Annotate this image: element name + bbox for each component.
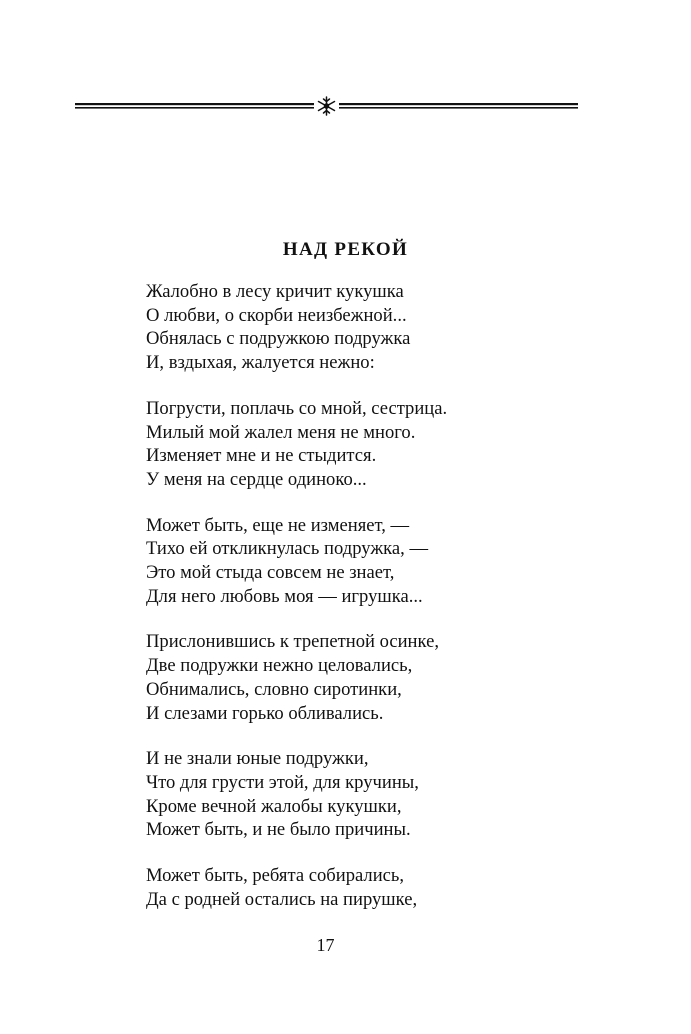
poem-line: Обнимались, словно сиротинки, <box>146 678 402 700</box>
page-number: 17 <box>316 935 335 955</box>
stanza <box>146 280 626 375</box>
stanza <box>146 514 626 609</box>
stanza <box>146 747 626 842</box>
poem-line: Жалобно в лесу кричит кукушка <box>146 281 404 302</box>
snowflake-ornament-icon <box>319 97 335 115</box>
poem-line: Что для грусти этой, для кручины, <box>146 771 419 793</box>
poem-line: Прислонившись к трепетной осинке, <box>146 631 439 653</box>
poem-line: Милый мой жалел меня не много. <box>146 421 416 443</box>
poem-line: О любви, о скорби неизбежной... <box>146 304 407 326</box>
poem-line: Может быть, и не было причины. <box>146 819 411 841</box>
double-rule-right <box>339 103 578 109</box>
stanza <box>146 630 626 725</box>
poem-line: Для него любовь моя — игрушка... <box>146 585 423 607</box>
poem-line: Кроме вечной жалобы кукушки, <box>146 795 402 817</box>
poem-line: И, вздыхая, жалуется нежно: <box>146 352 375 374</box>
poem-body <box>146 280 626 933</box>
poem-line: Да с родней остались на пирушке, <box>146 888 418 910</box>
double-rule-left <box>75 103 314 109</box>
poem-line: И не знали юные подружки, <box>146 748 369 770</box>
poem-line: Погрусти, поплачь со мной, сестрица. <box>146 397 448 419</box>
poem-line: Изменяет мне и не стыдится. <box>146 445 377 467</box>
poem-line: Обнялась с подружкою подружка <box>146 328 411 350</box>
stanza <box>146 397 626 492</box>
poem-line: Это мой стыда совсем не знает, <box>146 562 395 584</box>
poem-line: Может быть, еще не изменяет, — <box>146 514 410 536</box>
header-ornament-rule <box>75 96 578 116</box>
poem-line: И слезами горько обливались. <box>146 702 384 724</box>
stanza <box>146 864 626 911</box>
poem-title: НАД РЕКОЙ <box>282 239 409 260</box>
poem-line: У меня на сердце одиноко... <box>146 468 367 490</box>
poem-line: Тихо ей откликнулась подружка, — <box>146 538 429 560</box>
poem-line: Две подружки нежно целовались, <box>146 655 413 677</box>
poem-line: Может быть, ребята собирались, <box>146 865 405 887</box>
